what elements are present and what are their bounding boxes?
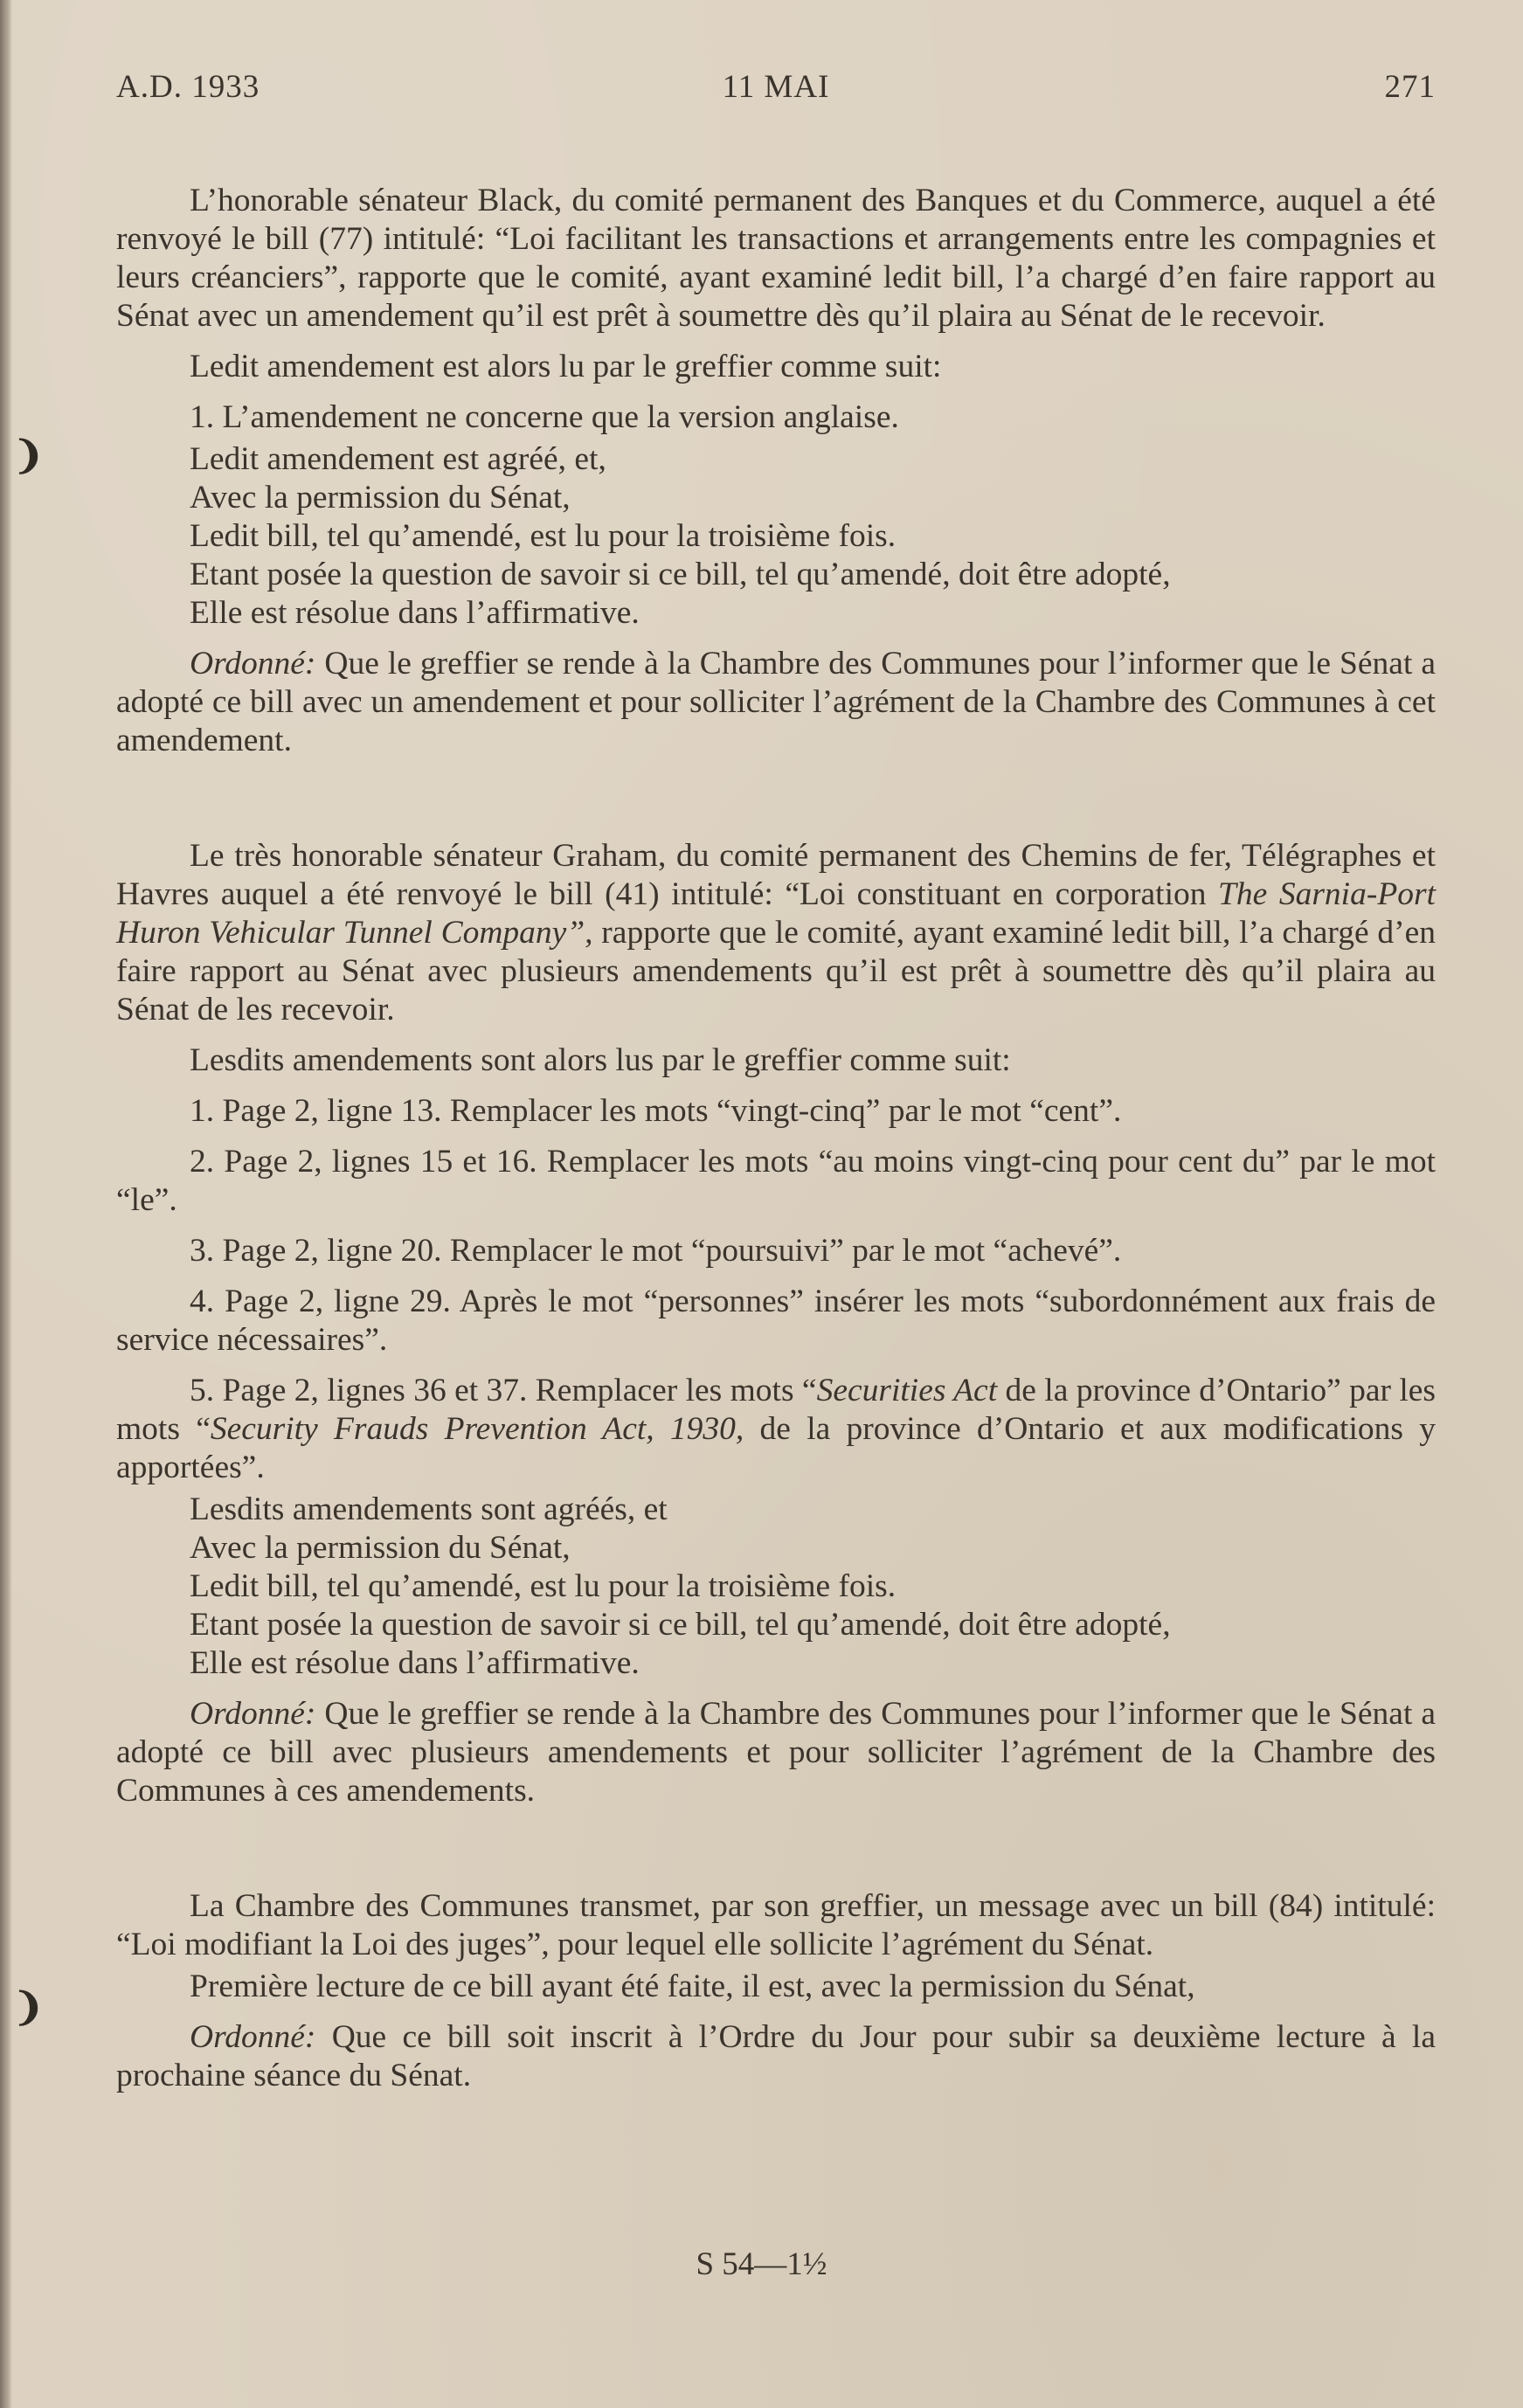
- act-title: Security Frauds Prevention Act, 1930,: [210, 1411, 744, 1447]
- proceeding-line: Elle est résolue dans l’affirmative.: [190, 595, 640, 631]
- proceeding-line: Avec la permission du Sénat,: [190, 1530, 571, 1566]
- amendment-item: 2. Page 2, lignes 15 et 16. Remplacer les mots “au moins vingt-cinq pour cent du” par le mot “le”.: [116, 1144, 1436, 1218]
- order-text: Que ce bill soit inscrit à l’Ordre du Jour pour subir sa deuxième lecture à la prochaine séance du Sénat.: [116, 2019, 1436, 2093]
- margin-mark: ❩: [12, 1986, 45, 2029]
- header-year: A.D. 1933: [116, 69, 260, 105]
- proceeding-line: Ledit bill, tel qu’amendé, est lu pour la troisième fois.: [190, 518, 896, 554]
- proceeding-line: Avec la permission du Sénat,: [190, 480, 571, 516]
- order-text: Que le greffier se rende à la Chambre des Communes pour l’informer que le Sénat a adopté ce bill avec un amendement et pour solliciter l’agrément de la Chambre des Communes à cet amendement.: [116, 646, 1436, 758]
- order-text: Que le greffier se rende à la Chambre des Communes pour l’informer que le Sénat a adopté ce bill avec plusieurs amendements et pour solliciter l’agrément de la Chambre des Communes à ces amendements.: [116, 1696, 1436, 1809]
- order-paragraph: [116, 2018, 1436, 2095]
- order-paragraph: [116, 645, 1436, 760]
- document-body: [116, 182, 1436, 2107]
- amendment-text: de la province d’Ontario” par les mots “: [116, 1373, 1436, 1447]
- margin-mark: ❩: [12, 434, 45, 477]
- amendment-read-intro: Ledit amendement est alors lu par le greffier comme suit:: [190, 349, 942, 384]
- amendment-item: 4. Page 2, ligne 29. Après le mot “personnes” insérer les mots “subordonnément aux frais de service nécessaires”.: [116, 1284, 1436, 1358]
- first-reading: Première lecture de ce bill ayant été faite, il est, avec la permission du Sénat,: [190, 1969, 1195, 2004]
- page-binding-edge: [0, 0, 12, 2408]
- act-title: Securities Act: [816, 1373, 998, 1408]
- committee-report-graham: [116, 837, 1436, 1029]
- report-text: rapporte que le comité, ayant examiné ledit bill, l’a chargé d’en faire rapport au Sénat avec plusieurs amendements qu’il est prêt à soumettre dès qu’il plaira au Sénat de les recevoir.: [116, 915, 1436, 1028]
- order-paragraph: [116, 1695, 1436, 1810]
- committee-report-black: L’honorable sénateur Black, du comité permanent des Banques et du Commerce, auquel a été renvoyé le bill (77) intitulé: “Loi facilitant les transactions et arrangements entre les compagnies et leurs créanciers”, rapporte que le comité, ayant examiné ledit bill, l’a chargé d’en faire rapport au Sénat avec un amendement qu’il est prêt à soumettre dès qu’il plaira au Sénat de le recevoir.: [116, 183, 1436, 334]
- amendments-read-intro: Lesdits amendements sont alors lus par le greffier comme suit:: [190, 1042, 1011, 1078]
- amendment-item: [116, 1372, 1436, 1487]
- proceeding-line: Elle est résolue dans l’affirmative.: [190, 1645, 640, 1681]
- proceeding-line: Ledit amendement est agréé, et,: [190, 441, 606, 477]
- ordonne-label: Ordonné:: [190, 1696, 316, 1732]
- amendment-item: 1. L’amendement ne concerne que la version anglaise.: [190, 399, 899, 435]
- amendment-text: de la province d’Ontario et aux modifications y apportées”.: [116, 1411, 1436, 1485]
- proceeding-line: Lesdits amendements sont agréés, et: [190, 1491, 668, 1527]
- ordonne-label: Ordonné:: [190, 2019, 316, 2055]
- proceeding-line: Ledit bill, tel qu’amendé, est lu pour la troisième fois.: [190, 1568, 896, 1604]
- company-name: The Sarnia-Port Huron Vehicular Tunnel Company”,: [116, 876, 1436, 951]
- amendment-item: 3. Page 2, ligne 20. Remplacer le mot “poursuivi” par le mot “achevé”.: [190, 1233, 1122, 1269]
- amendment-text: 5. Page 2, lignes 36 et 37. Remplacer les mots “: [190, 1373, 817, 1408]
- ordonne-label: Ordonné:: [190, 646, 316, 682]
- page-footer-signature: S 54—1½: [696, 2246, 827, 2282]
- header-date: 11 MAI: [722, 69, 830, 105]
- report-text: Le très honorable sénateur Graham, du comité permanent des Chemins de fer, Télégraphes et Havres auquel a été renvoyé le bill (41) intitulé: “Loi constituant en corporation: [116, 838, 1436, 912]
- page-number: 271: [1384, 69, 1436, 105]
- proceeding-line: Etant posée la question de savoir si ce bill, tel qu’amendé, doit être adopté,: [190, 557, 1171, 592]
- commons-message: La Chambre des Communes transmet, par son greffier, un message avec un bill (84) intitulé: “Loi modifiant la Loi des juges”, pour lequel elle sollicite l’agrément du Sénat.: [116, 1888, 1436, 1962]
- proceeding-line: Etant posée la question de savoir si ce bill, tel qu’amendé, doit être adopté,: [190, 1607, 1171, 1643]
- page-header: [116, 68, 1436, 121]
- amendment-item: 1. Page 2, ligne 13. Remplacer les mots “vingt-cinq” par le mot “cent”.: [190, 1093, 1122, 1129]
